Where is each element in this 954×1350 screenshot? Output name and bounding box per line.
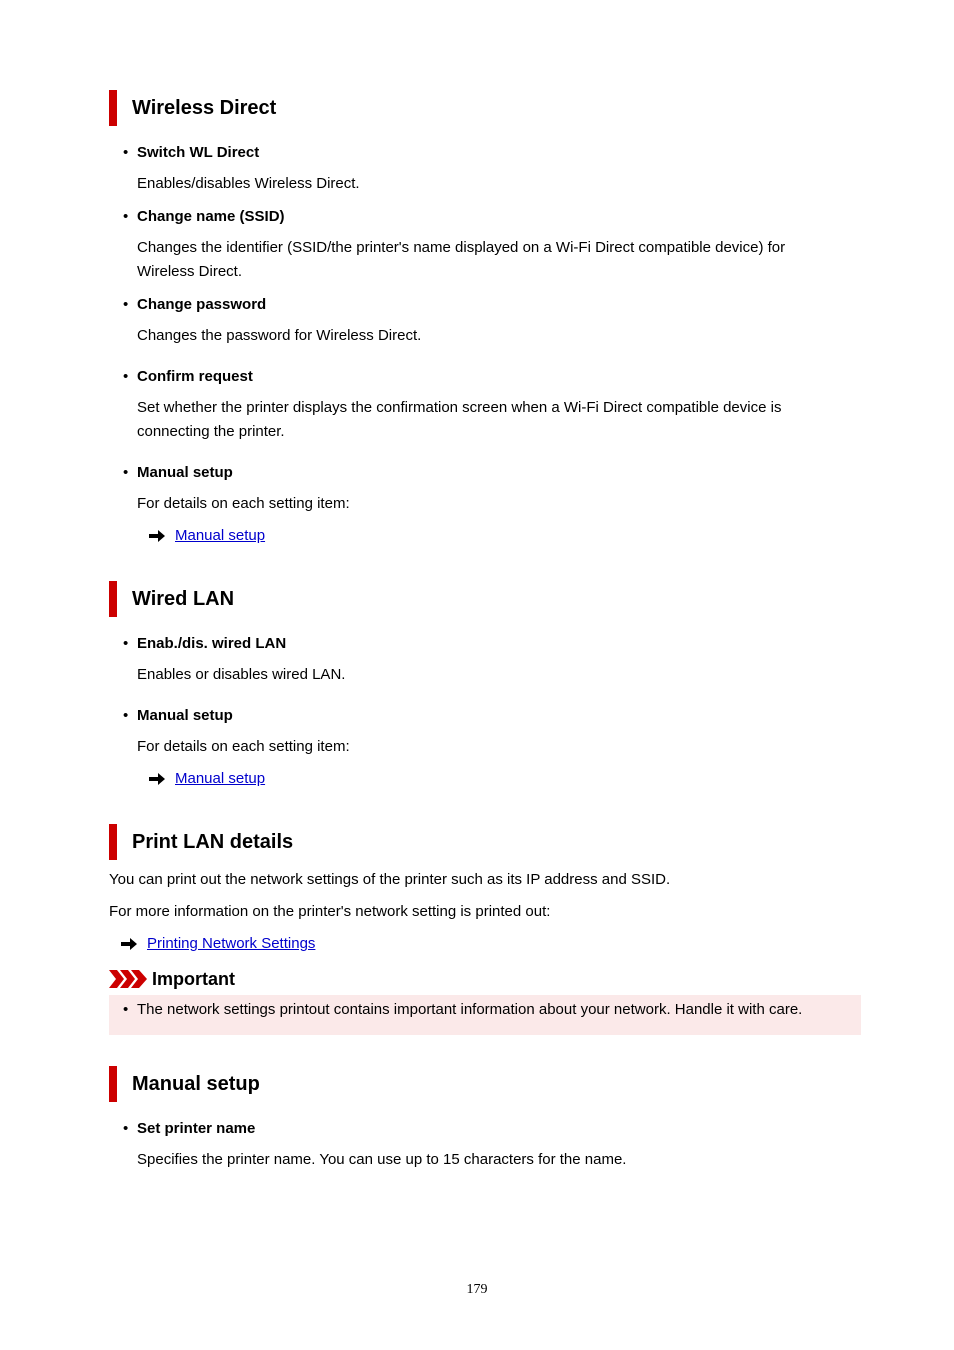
list-item <box>123 296 266 313</box>
item-description: Set whether the printer displays the confirmation screen when a Wi-Fi Direct compatible device is connecting the printer. <box>137 399 782 440</box>
heading-text: Wired LAN <box>132 587 235 610</box>
list-item <box>123 464 233 481</box>
important-note-box <box>109 995 861 1035</box>
list-item <box>123 144 259 161</box>
item-description: Changes the password for Wireless Direct. <box>137 327 422 344</box>
bullet: • <box>123 296 129 313</box>
manual-setup-link[interactable]: Manual setup <box>175 527 266 544</box>
item-description: Specifies the printer name. You can use up to 15 characters for the name. <box>137 1151 627 1168</box>
note-text: The network settings printout contains important information about your network. Handle it with care. <box>137 1001 803 1018</box>
item-description: Changes the identifier (SSID/the printer's name displayed on a Wi-Fi Direct compatible device) for Wireless Direct. <box>137 239 786 280</box>
item-label: Change name (SSID) <box>137 208 285 225</box>
item-description: Enables/disables Wireless Direct. <box>137 175 360 192</box>
section-heading-print-lan-details <box>109 824 293 860</box>
manual-setup-link[interactable]: Manual setup <box>175 770 266 787</box>
section-heading-wired-lan <box>109 581 234 617</box>
important-label: Important <box>152 968 235 989</box>
link-row <box>149 770 265 787</box>
bullet: • <box>123 1001 129 1018</box>
list-item <box>123 1120 255 1137</box>
list-item <box>123 635 286 652</box>
page-number: 179 <box>466 1282 488 1297</box>
item-description: Enables or disables wired LAN. <box>137 666 346 683</box>
list-item <box>123 707 233 724</box>
item-label: Enab./dis. wired LAN <box>137 635 287 652</box>
arrow-right-icon <box>149 530 165 542</box>
item-label: Manual setup <box>137 464 233 481</box>
section-heading-manual-setup <box>109 1066 260 1102</box>
heading-bar <box>109 581 117 617</box>
bullet: • <box>123 635 129 652</box>
paragraph: You can print out the network settings of the printer such as its IP address and SSID. <box>109 871 671 888</box>
link-row <box>121 935 315 952</box>
item-label: Manual setup <box>137 707 233 724</box>
section-heading-wireless-direct <box>109 90 276 126</box>
heading-bar <box>109 824 117 860</box>
important-header <box>109 968 235 990</box>
item-label: Change password <box>137 296 267 313</box>
list-item <box>123 368 253 385</box>
arrow-right-icon <box>121 938 137 950</box>
bullet: • <box>123 144 129 161</box>
item-label: Switch WL Direct <box>137 144 260 161</box>
heading-bar <box>109 90 117 126</box>
link-row <box>149 527 265 544</box>
bullet: • <box>123 464 129 481</box>
list-item <box>123 208 285 225</box>
item-description: For details on each setting item: <box>137 738 350 755</box>
printing-network-settings-link[interactable]: Printing Network Settings <box>147 935 316 952</box>
important-chevrons-icon <box>109 970 147 988</box>
item-label: Confirm request <box>137 368 253 385</box>
item-description: For details on each setting item: <box>137 495 350 512</box>
bullet: • <box>123 707 129 724</box>
item-label: Set printer name <box>137 1120 256 1137</box>
bullet: • <box>123 1120 129 1137</box>
heading-text: Manual setup <box>132 1072 260 1095</box>
arrow-right-icon <box>149 773 165 785</box>
important-note-text <box>123 1001 802 1018</box>
bullet: • <box>123 208 129 225</box>
heading-text: Print LAN details <box>132 830 294 853</box>
bullet: • <box>123 368 129 385</box>
paragraph: For more information on the printer's network setting is printed out: <box>109 903 551 920</box>
heading-text: Wireless Direct <box>132 96 277 119</box>
heading-bar <box>109 1066 117 1102</box>
